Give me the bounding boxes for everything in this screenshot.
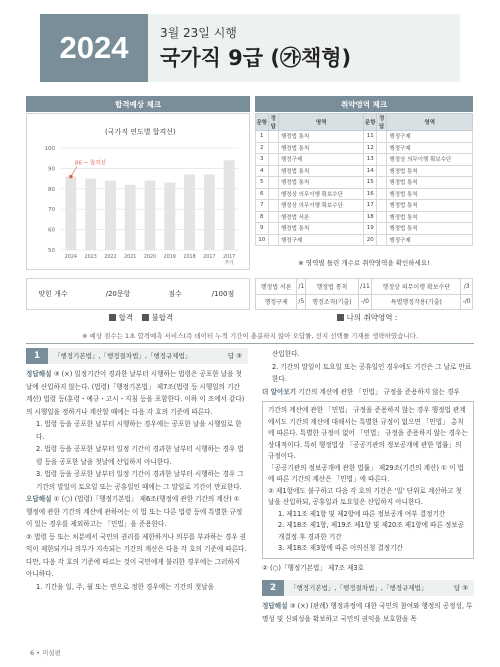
info-line: 2. 제18조 제1항, 제19조 제1항 및 제20조 제1항에 따른 정보공개결정 후 경과한 기간 xyxy=(278,521,465,541)
score-label: 점수 xyxy=(168,290,182,298)
table-row xyxy=(256,188,473,200)
wrong-item-1: 1. 기간을 일, 주, 월 또는 연으로 정한 경우에는 기간의 첫날을 xyxy=(36,582,214,591)
y-tick-label: 70 xyxy=(48,207,55,214)
table-row xyxy=(256,131,473,143)
x-tick-label: 2021 xyxy=(124,255,137,260)
question-num: 4 xyxy=(256,165,269,177)
wrong-paragraph-2: ② 법령 등 또는 처분에서 국민의 권리를 제한하거나 의무를 부과하는 경우 권익이 제한되거나 의무가 지속되는 기간의 계산은 다음 각 호의 기준에 따른다. 다만, 다음 각 호의 기준에 따르는 것이 국민에게 불리한 경우에는 그러하지 아니하다. xyxy=(26,532,247,578)
bar xyxy=(204,175,215,250)
item-1: 1. 법령 등을 공포한 날부터 시행하는 경우에는 공포한 날을 시행일로 한다. xyxy=(36,420,242,441)
question-2-bar xyxy=(262,580,474,596)
checkbox-pass[interactable] xyxy=(109,314,116,321)
area-cell: 행정법 통칙 xyxy=(387,165,473,177)
subject-table xyxy=(255,113,473,246)
area-count[interactable]: -/0 xyxy=(358,294,372,310)
left-column xyxy=(26,348,248,593)
wrong-text: ① (○) (법령)「행정기본법」 제6조(행정에 관한 기간의 계산) ① 행정에 관한 기간의 계산에 관하여는 이 법 또는 다른 법령 등에 특별한 규정이 있는 경우를 제외하고는 「민법」을 준용한다. xyxy=(26,495,243,528)
question-num: 20 xyxy=(364,234,377,246)
question-num: 19 xyxy=(364,223,377,235)
area-cell: 행정구제 xyxy=(278,234,364,246)
bar xyxy=(85,179,96,250)
th-answer: 정답 xyxy=(377,114,387,131)
area-cell: 행정법 통칙 xyxy=(387,211,473,223)
answer-cell[interactable] xyxy=(377,177,387,189)
area-cell: 행정구제 xyxy=(387,142,473,154)
answer-cell[interactable] xyxy=(268,211,278,223)
score-value[interactable]: /100점 xyxy=(211,290,235,298)
info-line: 1. 제11조 제1항 및 제2항에 따른 정보공개 여부 결정기간 xyxy=(278,509,446,518)
annotation: 86 ~ 합격선 xyxy=(74,160,106,167)
bar xyxy=(125,185,136,250)
table-row xyxy=(256,294,473,310)
pass-result xyxy=(26,312,250,323)
table-row xyxy=(256,177,473,189)
question-num: 18 xyxy=(364,211,377,223)
area-cell: 행정구제 xyxy=(387,234,473,246)
score-box xyxy=(26,278,250,310)
x-tick-label: 2024 xyxy=(64,255,77,260)
more-info xyxy=(262,386,474,399)
question-num: 11 xyxy=(364,131,377,143)
table-row xyxy=(256,234,473,246)
page-footer: 6 • 미설편 xyxy=(30,649,61,657)
chart-svg xyxy=(27,114,249,269)
answer-cell[interactable] xyxy=(377,142,387,154)
wrong-paragraph xyxy=(26,493,248,531)
table-row xyxy=(256,279,473,295)
divider xyxy=(26,343,474,344)
table-row xyxy=(256,211,473,223)
question-number: 2 xyxy=(269,582,277,593)
area-count[interactable]: /1 xyxy=(297,279,306,295)
answer-cell[interactable] xyxy=(377,131,387,143)
question-num: 17 xyxy=(364,200,377,212)
area-name: 행정상 의무이행 확보수단 xyxy=(372,279,461,295)
continued-text: 산입한다. xyxy=(272,350,300,358)
correct-count-label: 맞힌 개수 xyxy=(38,290,68,298)
question-num: 9 xyxy=(256,223,269,235)
answer-cell[interactable] xyxy=(377,188,387,200)
weak-area-result xyxy=(255,312,473,323)
area-cell: 행정상 의무이행 확보수단 xyxy=(278,200,364,212)
x-tick-label: 2017 xyxy=(203,255,216,260)
bar xyxy=(145,181,156,250)
area-cell: 행정상 의무이행 확보수단 xyxy=(387,154,473,166)
x-tick-label: 2018 xyxy=(183,255,196,260)
info-line: 「공공기관의 정보공개에 관한 법률」 제29조(기간의 계산) ① 이 법에 따른 기간의 계산은 「민법」에 따른다. xyxy=(268,463,464,483)
area-cell: 행정법 통칙 xyxy=(278,131,364,143)
question-num: 10 xyxy=(256,234,269,246)
question-num: 13 xyxy=(364,154,377,166)
pass-line-chart xyxy=(26,113,250,270)
area-count[interactable]: /3 xyxy=(461,279,473,295)
pass-check-heading: 합격예상 체크 xyxy=(26,96,250,112)
checkbox-weak-area[interactable] xyxy=(337,314,344,321)
x-tick-label: 2019 xyxy=(163,255,176,260)
y-tick-label: 60 xyxy=(48,227,55,234)
area-name: 행정조직(기출) xyxy=(306,294,358,310)
question-num: 3 xyxy=(256,154,269,166)
year-badge: 2024 xyxy=(40,14,148,82)
question-num: 5 xyxy=(256,177,269,189)
bar xyxy=(224,160,235,250)
weak-area-label: 나의 취약영역 : xyxy=(346,313,398,322)
th-area: 영역 xyxy=(387,114,473,131)
title-box xyxy=(148,14,460,82)
answer-cell[interactable] xyxy=(268,234,278,246)
area-name: 행정구제 xyxy=(256,294,297,310)
solution-paragraph xyxy=(26,368,248,418)
info-box xyxy=(262,401,474,559)
area-cell: 행정법 통칙 xyxy=(387,200,473,212)
answer-cell[interactable] xyxy=(377,154,387,166)
th-area: 영역 xyxy=(278,114,364,131)
x-tick-label: 2022 xyxy=(104,255,117,260)
question-num: 7 xyxy=(256,200,269,212)
answer-cell[interactable] xyxy=(268,188,278,200)
bar xyxy=(105,181,116,250)
y-tick-label: 90 xyxy=(48,166,55,173)
area-count[interactable]: /11 xyxy=(358,279,372,295)
table-row xyxy=(256,142,473,154)
x-tick-label: 2017 xyxy=(223,255,236,260)
fail-label: 불합격 xyxy=(151,313,174,322)
info-line: 3. 제18조 제3항에 따른 이의신청 결정기간 xyxy=(278,544,403,552)
answer-cell[interactable] xyxy=(377,211,387,223)
area-cell: 행정법 서론 xyxy=(278,211,364,223)
question-num: 6 xyxy=(256,188,269,200)
area-count-table xyxy=(255,278,473,310)
question-num: 12 xyxy=(364,142,377,154)
info-line: 기간의 계산에 관한 「민법」 규정을 준용하지 않는 경우 행정법 관계에서도 기간의 계산에 대해서는 특별한 규정이 없으면 「민법」 총칙에 따른다. 특별한 규정이 없어 「민법」 규정을 준용하지 않는 경우는 상대적이다. 특히 행정법상 「공공기관의 정보공개에 관한 법률」의 규정이다. xyxy=(268,406,468,460)
exam-date: 3월 23일 시행 xyxy=(160,26,237,40)
answer-cell[interactable] xyxy=(377,234,387,246)
bar xyxy=(164,183,175,250)
x-tick-label: 2020 xyxy=(143,255,157,260)
question-num: 14 xyxy=(364,165,377,177)
weak-area-heading: 취약영역 체크 xyxy=(255,96,473,112)
item-2: 2. 법령 등을 공포한 날부터 일정 기간이 경과한 날부터 시행하는 경우 법령 등을 공포한 날을 첫날에 산입하지 아니한다. xyxy=(36,445,244,466)
correct-count-value[interactable]: /20문항 xyxy=(105,290,131,298)
table-header-row xyxy=(256,114,473,131)
th-num: 문항 xyxy=(364,114,377,131)
area-cell: 행정법 통칙 xyxy=(387,223,473,235)
area-cell: 행정법 통칙 xyxy=(387,177,473,189)
answer-cell[interactable] xyxy=(268,131,278,143)
th-answer: 정답 xyxy=(268,114,278,131)
area-name: 특별행정작용(기출) xyxy=(372,294,461,310)
more-info-text: 기간의 계산에 관한 「민법」 규정을 준용하지 않는 경우 xyxy=(298,387,460,396)
wrong-label: 오답해설 xyxy=(26,495,52,503)
q2-solution xyxy=(262,600,474,625)
solution-label: 정답해설 xyxy=(262,602,288,610)
table-row xyxy=(256,165,473,177)
area-count[interactable]: -/0 xyxy=(461,294,473,310)
reference: ② (○)「행정기본법」 제7조 제3호 xyxy=(262,563,365,572)
question-laws: 「행정기본법」,「행정절차법」,「행정규제법」 xyxy=(290,584,428,592)
answer-cell[interactable] xyxy=(268,154,278,166)
area-cell: 행정구제 xyxy=(387,131,473,143)
table-row xyxy=(256,200,473,212)
answer-cell[interactable] xyxy=(268,223,278,235)
bar xyxy=(184,175,195,250)
pass-label: 합격 xyxy=(118,313,134,322)
area-count[interactable]: /5 xyxy=(297,294,306,310)
question-num: 2 xyxy=(256,142,269,154)
table-row xyxy=(256,223,473,235)
area-cell: 행정법 통칙 xyxy=(387,188,473,200)
continued-item-2: 2. 기간의 말일이 토요일 또는 공휴일인 경우에도 기간은 그 날로 만료한다. xyxy=(272,362,472,383)
area-cell: 행정법 통칙 xyxy=(278,177,364,189)
question-1-bar xyxy=(26,348,248,364)
area-cell: 행정법 통칙 xyxy=(278,223,364,235)
chart-title: (국가직 연도별 합격선) xyxy=(105,128,176,136)
solution-text: ③ (×) 일정기간이 경과한 날부터 시행하는 법령은 공포한 날을 첫날에 산입하지 않는다. (법령)「행정기본법」 제7조(법령 등 시행일의 기간 계산) 법령 등(훈령・예규・고시・지침 등을 포함한다. 이하 이 조에서 같다)의 시행일을 정하거나 계산할 때에는 다음 각 호의 기준에 따른다. xyxy=(26,370,245,416)
solution-text: ③ (×) (판례) 행정과정에 대한 국민의 참여와 행정의 공정성, 투명성 및 신뢰성을 확보하고 국민의 권익을 보호함을 목 xyxy=(262,602,473,623)
info-line: ② 제1항에도 불구하고 다음 각 호의 기간은 '일' 단위로 계산하고 첫날을 산입하되, 공휴일과 토요일은 산입하지 아니한다. xyxy=(268,486,462,506)
x-tick-label: 추가 xyxy=(224,261,234,266)
question-number: 1 xyxy=(33,350,41,361)
question-answer: 답 ③ xyxy=(227,352,242,360)
right-column xyxy=(262,348,474,625)
y-tick-label: 50 xyxy=(48,248,55,254)
exam-title: 국가직 9급 (㉮책형) xyxy=(160,46,352,70)
solution-label: 정답해설 xyxy=(26,370,52,378)
bar xyxy=(65,177,76,250)
area-cell: 행정법 통칙 xyxy=(278,142,364,154)
more-info-label: 더 알아보기 xyxy=(262,387,297,396)
answer-cell[interactable] xyxy=(377,200,387,212)
area-name: 행정법 통칙 xyxy=(306,279,358,295)
table-row xyxy=(256,154,473,166)
score-notice: ※ 예상 점수는 1초 합격예측 서비스(즉 데이터 누적 기간이 충분하지 않아 오답률, 선지 선택률 기재를 생략하였습니다. xyxy=(81,332,419,340)
question-num: 16 xyxy=(364,188,377,200)
answer-cell[interactable] xyxy=(268,200,278,212)
question-num: 8 xyxy=(256,211,269,223)
answer-cell[interactable] xyxy=(268,165,278,177)
area-cell: 행정법 통칙 xyxy=(278,165,364,177)
y-tick-label: 80 xyxy=(48,186,55,193)
area-cell: 행정구제 xyxy=(278,154,364,166)
checkbox-fail[interactable] xyxy=(142,314,149,321)
answer-cell[interactable] xyxy=(377,165,387,177)
weak-area-hint: ※ 영역별 틀린 개수로 취약영역을 확인하세요! xyxy=(298,259,430,267)
answer-cell[interactable] xyxy=(268,177,278,189)
question-num: 15 xyxy=(364,177,377,189)
item-3: 3. 법령 등을 공포한 날부터 일정 기간이 경과한 날부터 시행하는 경우 그 기간의 말일이 토요일 또는 공휴일인 때에는 그 말일로 기간이 만료한다. xyxy=(36,470,244,491)
y-tick-label: 100 xyxy=(44,146,55,152)
answer-cell[interactable] xyxy=(268,142,278,154)
area-name: 행정법 서론 xyxy=(256,279,297,295)
page-header xyxy=(0,14,500,82)
question-num: 1 xyxy=(256,131,269,143)
question-answer: 답 ③ xyxy=(453,584,468,592)
x-tick-label: 2023 xyxy=(84,255,97,260)
question-laws: 「행정기본법」,「행정절차법」,「행정규제법」 xyxy=(54,352,192,360)
answer-cell[interactable] xyxy=(377,223,387,235)
annotation-line xyxy=(71,167,77,177)
area-cell: 행정상 의무이행 확보수단 xyxy=(278,188,364,200)
th-num: 문항 xyxy=(256,114,269,131)
